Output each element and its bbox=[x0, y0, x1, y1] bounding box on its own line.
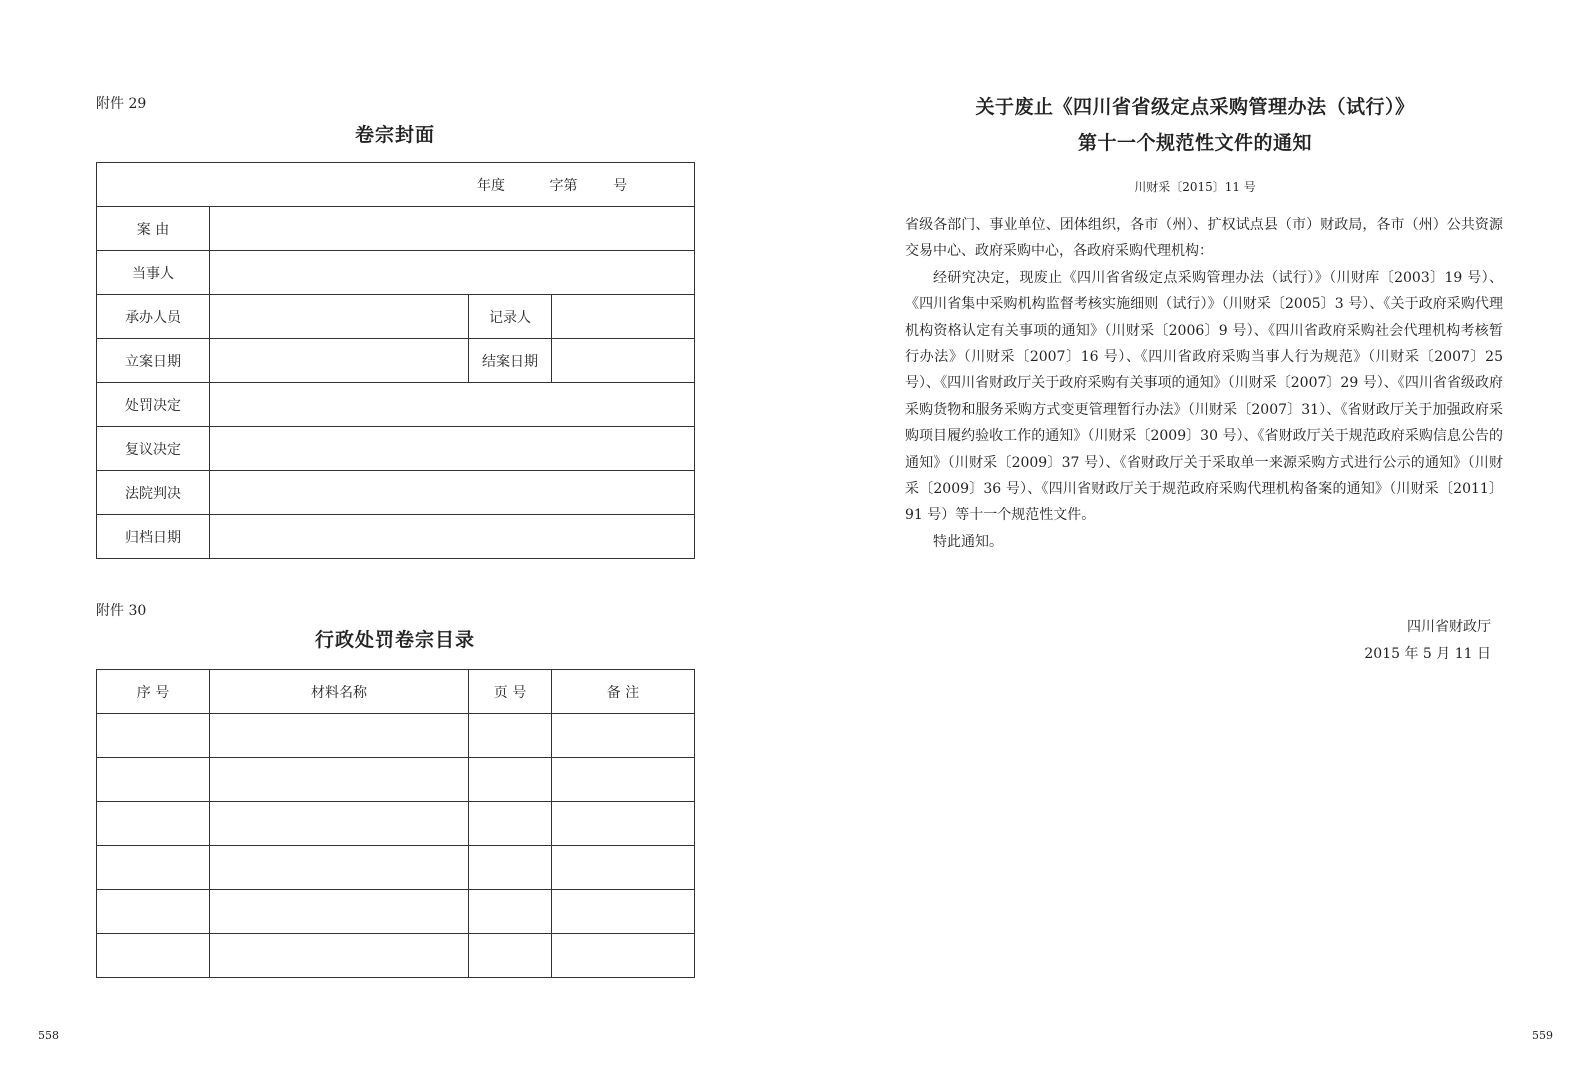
attachment-29-title: 卷宗封面 bbox=[354, 124, 435, 146]
left-page bbox=[0, 0, 793, 1077]
table-row bbox=[97, 758, 695, 802]
closing-line: 特此通知。 bbox=[933, 533, 1003, 550]
table-row bbox=[97, 163, 695, 207]
row-label-penalty-decision: 处罚决定 bbox=[97, 383, 210, 427]
document-number: 川财采〔2015〕11 号 bbox=[1134, 180, 1256, 194]
row-label-handler: 承办人员 bbox=[97, 295, 210, 339]
field-recorder bbox=[552, 295, 695, 339]
field-party bbox=[210, 251, 695, 295]
year-line: 年度 字第 号 bbox=[97, 163, 695, 207]
table-row bbox=[97, 890, 695, 934]
header-page-no: 页 号 bbox=[469, 670, 552, 714]
header-remarks: 备 注 bbox=[552, 670, 695, 714]
notice-title-line1: 关于废止《四川省省级定点采购管理办法（试行）》 bbox=[975, 96, 1415, 118]
header-seq-no: 序 号 bbox=[97, 670, 210, 714]
case-cover-table bbox=[96, 162, 695, 559]
row-label-case-reason: 案 由 bbox=[97, 207, 210, 251]
table-row bbox=[97, 383, 695, 427]
field-court-judgment bbox=[210, 471, 695, 515]
field-filing-date bbox=[210, 339, 469, 383]
table-row bbox=[97, 471, 695, 515]
table-row bbox=[97, 295, 695, 339]
header-material-name: 材料名称 bbox=[210, 670, 469, 714]
row-label-recorder: 记录人 bbox=[469, 295, 552, 339]
row-label-review-decision: 复议决定 bbox=[97, 427, 210, 471]
table-row bbox=[97, 207, 695, 251]
field-handler bbox=[210, 295, 469, 339]
field-penalty-decision bbox=[210, 383, 695, 427]
table-row bbox=[97, 339, 695, 383]
case-catalog-table bbox=[96, 669, 695, 978]
page-number-left: 558 bbox=[38, 1029, 59, 1042]
table-row bbox=[97, 934, 695, 978]
field-review-decision bbox=[210, 427, 695, 471]
table-row bbox=[97, 427, 695, 471]
row-label-party: 当事人 bbox=[97, 251, 210, 295]
attachment-30-title: 行政处罚卷宗目录 bbox=[314, 629, 475, 651]
table-row bbox=[97, 802, 695, 846]
table-row bbox=[97, 515, 695, 559]
row-label-closing-date: 结案日期 bbox=[469, 339, 552, 383]
table-row bbox=[97, 251, 695, 295]
notice-body bbox=[905, 212, 1503, 555]
field-case-reason bbox=[210, 207, 695, 251]
attachment-30-label: 附件 30 bbox=[96, 603, 147, 619]
signer: 四川省财政厅 bbox=[1407, 619, 1491, 635]
body-paragraph: 经研究决定，现废止《四川省省级定点采购管理办法（试行）》（川财库〔2003〕19 号）、《四川省集中采购机构监督考核实施细则（试行）》（川财采〔2005〕3 号）、《关于政府采购代理机构资格认定有关事项的通知》（川财采〔2006〕9 号）、《四川省政府采购社会代理机构考核暂行办法》（川财采〔2007〕16 号）、《四川省政府采购当事人行为规范》（川财采〔2007〕25 号）、《四川省财政厅关于政府采购有关事项的通知》（川财采〔2007〕29 号）、《四川省省级政府采购货物和服务采购方式变更管理暂行办法》（川财采〔2007〕31）、《省财政厅关于加强政府采购项目履约验收工作的通知》（川财采〔2009〕30 号）、《省财政厅关于规范政府采购信息公告的通知》（川财采〔2009〕37 号）、《省财政厅关于采取单一来源采购方式进行公示的通知》（川财采〔2009〕36 号）、《四川省财政厅关于规范政府采购代理机构备案的通知》（川财采〔2011〕91 号）等十一个规范性文件。 bbox=[905, 269, 1503, 524]
salutation: 省级各部门、事业单位、团体组织，各市（州）、扩权试点县（市）财政局，各市（州）公共资源交易中心、政府采购中心，各政府采购代理机构： bbox=[905, 217, 1503, 260]
page-number-right: 559 bbox=[1532, 1029, 1553, 1042]
table-header-row bbox=[97, 670, 695, 714]
row-label-filing-date: 立案日期 bbox=[97, 339, 210, 383]
attachment-29-label: 附件 29 bbox=[96, 96, 147, 112]
table-row bbox=[97, 714, 695, 758]
field-closing-date bbox=[552, 339, 695, 383]
row-label-archive-date: 归档日期 bbox=[97, 515, 210, 559]
row-label-court-judgment: 法院判决 bbox=[97, 471, 210, 515]
signature-date: 2015 年 5 月 11 日 bbox=[1364, 646, 1491, 662]
field-archive-date bbox=[210, 515, 695, 559]
table-row bbox=[97, 846, 695, 890]
notice-title-line2: 第十一个规范性文件的通知 bbox=[1077, 132, 1312, 154]
